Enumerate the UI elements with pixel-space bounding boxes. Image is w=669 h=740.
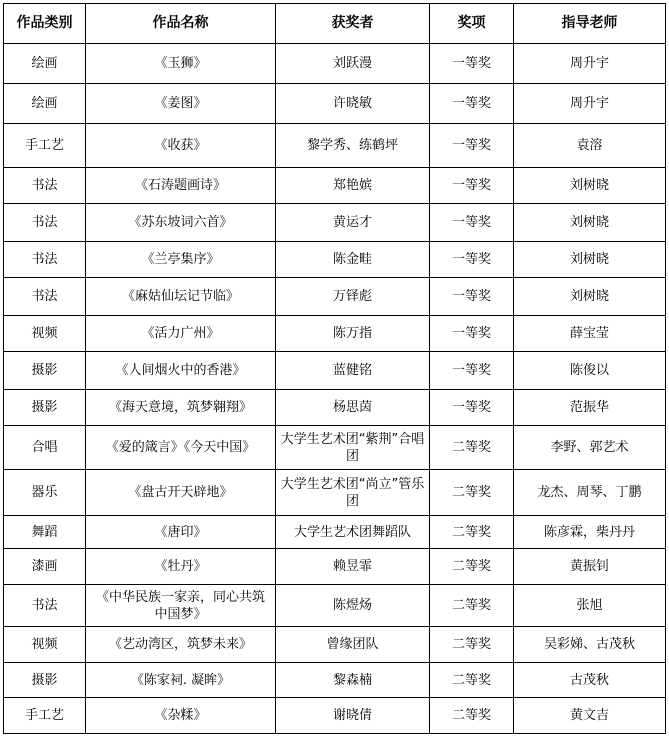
cell-category: 器乐 [4, 470, 86, 516]
awards-table [3, 3, 666, 734]
cell-title: 《苏东坡词六首》 [86, 204, 276, 242]
cell-category: 书法 [4, 204, 86, 242]
cell-title: 《活力广州》 [86, 316, 276, 352]
cell-winner: 黎森楠 [276, 663, 430, 698]
cell-winner: 大学生艺术团“尚立”管乐团 [276, 470, 430, 516]
cell-teacher: 刘树晓 [514, 278, 666, 316]
cell-title: 《人间烟火中的香港》 [86, 352, 276, 390]
cell-category: 书法 [4, 242, 86, 278]
header-title: 作品名称 [86, 4, 276, 44]
table-row [4, 84, 666, 124]
cell-award: 二等奖 [430, 585, 514, 627]
table-row [4, 698, 666, 734]
cell-winner: 大学生艺术团舞蹈队 [276, 516, 430, 549]
cell-winner: 陈煜炀 [276, 585, 430, 627]
table-row [4, 663, 666, 698]
cell-teacher: 刘树晓 [514, 242, 666, 278]
cell-winner: 赖昱霏 [276, 549, 430, 585]
cell-teacher: 刘树晓 [514, 168, 666, 204]
cell-title: 《玉狮》 [86, 44, 276, 84]
cell-title: 《姜图》 [86, 84, 276, 124]
table-row [4, 44, 666, 84]
cell-award: 一等奖 [430, 390, 514, 426]
cell-category: 合唱 [4, 426, 86, 470]
table-row [4, 426, 666, 470]
cell-winner: 曾缘团队 [276, 627, 430, 663]
cell-winner: 郑艳嫔 [276, 168, 430, 204]
cell-award: 一等奖 [430, 352, 514, 390]
cell-winner: 许晓敏 [276, 84, 430, 124]
cell-teacher: 周升宇 [514, 84, 666, 124]
table-row [4, 124, 666, 168]
cell-teacher: 张旭 [514, 585, 666, 627]
cell-category: 摄影 [4, 390, 86, 426]
cell-title: 《石涛题画诗》 [86, 168, 276, 204]
table-header-row [4, 4, 666, 44]
cell-title: 《收获》 [86, 124, 276, 168]
cell-award: 一等奖 [430, 242, 514, 278]
table-row [4, 470, 666, 516]
table-row [4, 627, 666, 663]
cell-title: 《艺动湾区，筑梦未来》 [86, 627, 276, 663]
cell-teacher: 陈彦霖，柴丹丹 [514, 516, 666, 549]
table-row [4, 549, 666, 585]
cell-winner: 杨思茵 [276, 390, 430, 426]
cell-category: 舞蹈 [4, 516, 86, 549]
cell-category: 书法 [4, 278, 86, 316]
cell-category: 手工艺 [4, 698, 86, 734]
cell-winner: 大学生艺术团“紫荆”合唱团 [276, 426, 430, 470]
cell-award: 二等奖 [430, 627, 514, 663]
cell-category: 手工艺 [4, 124, 86, 168]
cell-teacher: 黄文吉 [514, 698, 666, 734]
header-category: 作品类别 [4, 4, 86, 44]
cell-winner: 陈金畦 [276, 242, 430, 278]
cell-category: 摄影 [4, 352, 86, 390]
cell-award: 二等奖 [430, 663, 514, 698]
table-row [4, 278, 666, 316]
cell-award: 一等奖 [430, 84, 514, 124]
cell-title: 《爱的箴言》《今天中国》 [86, 426, 276, 470]
cell-winner: 谢晓倩 [276, 698, 430, 734]
cell-award: 二等奖 [430, 698, 514, 734]
cell-title: 《兰亭集序》 [86, 242, 276, 278]
cell-award: 一等奖 [430, 44, 514, 84]
cell-award: 一等奖 [430, 168, 514, 204]
cell-teacher: 吴彩娣、古茂秋 [514, 627, 666, 663]
table-row [4, 204, 666, 242]
cell-teacher: 刘树晓 [514, 204, 666, 242]
cell-winner: 陈万指 [276, 316, 430, 352]
cell-award: 一等奖 [430, 204, 514, 242]
cell-title: 《杂糅》 [86, 698, 276, 734]
cell-teacher: 薛宝莹 [514, 316, 666, 352]
cell-category: 漆画 [4, 549, 86, 585]
header-award: 奖项 [430, 4, 514, 44]
cell-category: 视频 [4, 627, 86, 663]
cell-award: 一等奖 [430, 278, 514, 316]
cell-title: 《牡丹》 [86, 549, 276, 585]
awards-table-container [3, 3, 666, 734]
header-winner: 获奖者 [276, 4, 430, 44]
cell-award: 二等奖 [430, 426, 514, 470]
table-row [4, 168, 666, 204]
cell-category: 视频 [4, 316, 86, 352]
cell-winner: 黄运才 [276, 204, 430, 242]
cell-award: 一等奖 [430, 124, 514, 168]
table-row [4, 352, 666, 390]
cell-teacher: 周升宇 [514, 44, 666, 84]
cell-title: 《麻姑仙坛记节临》 [86, 278, 276, 316]
header-teacher: 指导老师 [514, 4, 666, 44]
cell-award: 二等奖 [430, 470, 514, 516]
cell-teacher: 李野、郭艺术 [514, 426, 666, 470]
cell-title: 《陈家祠. 凝眸》 [86, 663, 276, 698]
table-row [4, 316, 666, 352]
table-row [4, 390, 666, 426]
cell-title: 《唐印》 [86, 516, 276, 549]
cell-teacher: 陈俊以 [514, 352, 666, 390]
cell-teacher: 范振华 [514, 390, 666, 426]
cell-winner: 刘跃漫 [276, 44, 430, 84]
table-row [4, 242, 666, 278]
cell-title: 《盘古开天辟地》 [86, 470, 276, 516]
cell-category: 摄影 [4, 663, 86, 698]
cell-teacher: 黄振钊 [514, 549, 666, 585]
table-row [4, 516, 666, 549]
cell-category: 书法 [4, 585, 86, 627]
cell-title: 《海天意境，筑梦翱翔》 [86, 390, 276, 426]
table-row [4, 585, 666, 627]
cell-teacher: 龙杰、周琴、丁鹏 [514, 470, 666, 516]
cell-title: 《中华民族一家亲，同心共筑中国梦》 [86, 585, 276, 627]
cell-winner: 蓝健铭 [276, 352, 430, 390]
cell-category: 书法 [4, 168, 86, 204]
cell-teacher: 袁溶 [514, 124, 666, 168]
cell-award: 一等奖 [430, 316, 514, 352]
cell-category: 绘画 [4, 84, 86, 124]
cell-winner: 黎学秀、练鹤坪 [276, 124, 430, 168]
cell-award: 二等奖 [430, 516, 514, 549]
cell-award: 二等奖 [430, 549, 514, 585]
cell-category: 绘画 [4, 44, 86, 84]
cell-winner: 万铎彪 [276, 278, 430, 316]
cell-teacher: 古茂秋 [514, 663, 666, 698]
